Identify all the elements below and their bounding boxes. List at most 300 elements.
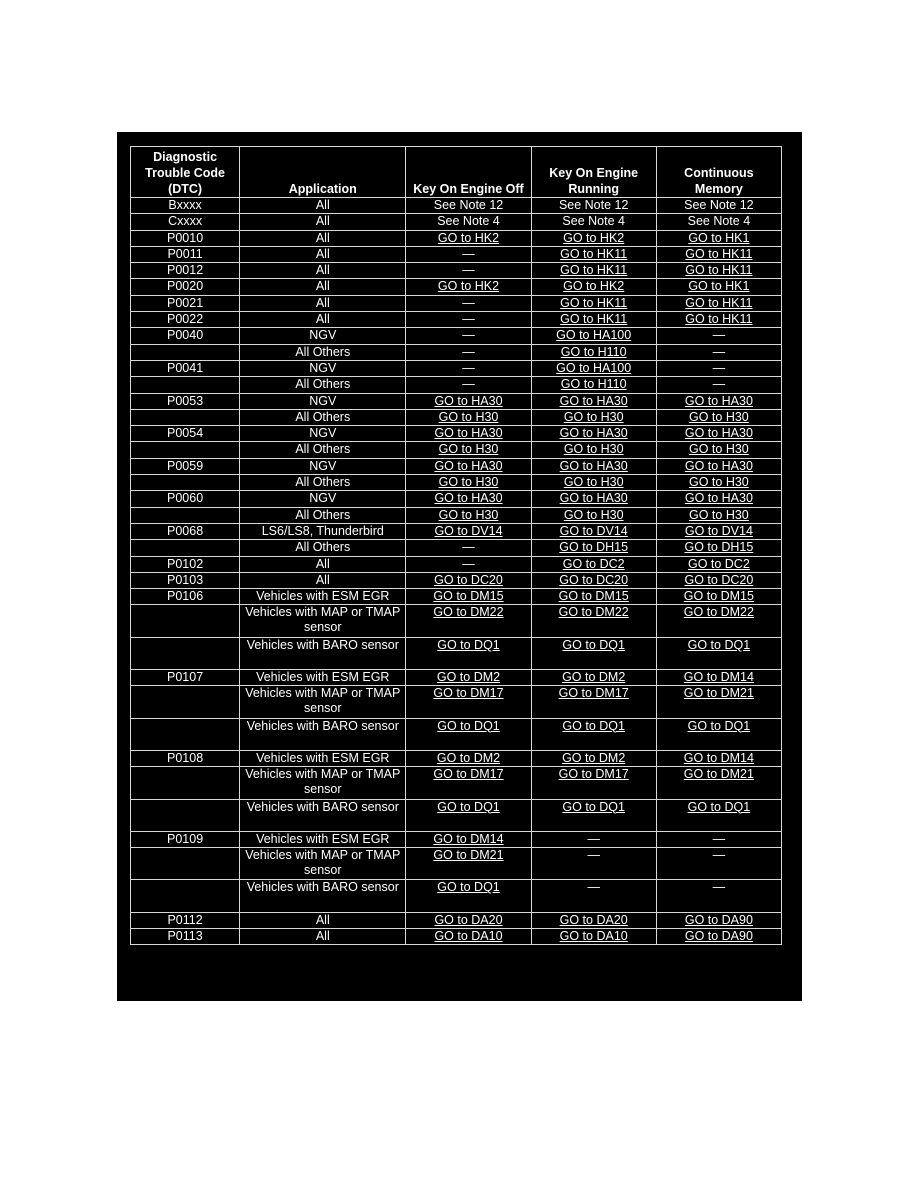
application-cell [240, 312, 406, 328]
go-to-link[interactable]: GO to DC20 [684, 572, 754, 587]
application-cell-text: NGV [309, 328, 337, 343]
application-cell-text: NGV [309, 458, 337, 473]
go-to-link[interactable]: GO to HA100 [556, 360, 632, 375]
table-row [131, 523, 782, 539]
go-to-link[interactable]: GO to DM21 [683, 686, 754, 701]
go-to-link[interactable]: GO to DQ1 [687, 637, 751, 652]
application-cell [240, 750, 406, 766]
key-on-engine-off-cell [406, 426, 531, 442]
key-on-engine-off-cell [406, 295, 531, 311]
table-row [131, 686, 782, 718]
dtc-cell [131, 799, 240, 831]
continuous-memory-cell [656, 767, 781, 799]
go-to-link[interactable]: GO to HK2 [563, 279, 625, 294]
key-on-engine-running-cell [531, 718, 656, 750]
key-on-engine-running-cell-text: See Note 12 [558, 198, 629, 212]
application-cell [240, 360, 406, 376]
not-applicable-dash: — [587, 831, 600, 846]
key-on-engine-running-cell [531, 312, 656, 328]
application-cell-text: NGV [309, 491, 337, 506]
not-applicable-dash: — [462, 295, 475, 310]
table-row [131, 605, 782, 637]
go-to-link[interactable]: GO to DM17 [558, 767, 629, 782]
continuous-memory-cell [656, 442, 781, 458]
application-cell-text: NGV [309, 393, 337, 408]
application-cell-text: All Others [295, 540, 351, 555]
continuous-memory-cell [656, 928, 781, 944]
key-on-engine-off-cell [406, 686, 531, 718]
table-row [131, 507, 782, 523]
go-to-link[interactable]: GO to H30 [563, 442, 624, 457]
application-cell-text: All Others [295, 344, 351, 359]
key-on-engine-off-cell [406, 637, 531, 669]
table-row [131, 442, 782, 458]
continuous-memory-cell [656, 344, 781, 360]
go-to-link[interactable]: GO to DM14 [683, 670, 754, 685]
table-row [131, 393, 782, 409]
dtc-cell-text: P0060 [167, 491, 204, 506]
dtc-cell [131, 637, 240, 669]
go-to-link[interactable]: GO to DM17 [433, 767, 504, 782]
dtc-cell-text: P0108 [167, 750, 204, 765]
go-to-link[interactable]: GO to DC20 [434, 572, 503, 587]
go-to-link[interactable]: GO to HA30 [434, 393, 503, 408]
application-cell [240, 230, 406, 246]
table-row [131, 718, 782, 750]
go-to-link[interactable]: GO to DC2 [687, 556, 750, 571]
column-header-application: Application [240, 147, 406, 198]
table-row [131, 912, 782, 928]
key-on-engine-running-cell [531, 198, 656, 214]
go-to-link[interactable]: GO to HA30 [434, 491, 503, 506]
key-on-engine-running-cell [531, 507, 656, 523]
dtc-cell [131, 507, 240, 523]
table-row [131, 409, 782, 425]
dtc-cell [131, 750, 240, 766]
application-cell-text: All [315, 312, 330, 327]
dtc-cell-text: P0010 [167, 230, 204, 245]
continuous-memory-cell [656, 295, 781, 311]
column-header-continuous-memory: Continuous Memory [656, 147, 781, 198]
dtc-cell-text: Bxxxx [168, 198, 202, 212]
dtc-cell [131, 605, 240, 637]
application-cell-text: Vehicles with ESM EGR [256, 589, 390, 604]
go-to-link[interactable]: GO to DM2 [562, 750, 626, 765]
column-header-key-on-engine-running: Key On Engine Running [531, 147, 656, 198]
dtc-cell [131, 393, 240, 409]
go-to-link[interactable]: GO to DQ1 [437, 880, 500, 895]
continuous-memory-cell [656, 491, 781, 507]
go-to-link[interactable]: GO to HA30 [559, 458, 628, 473]
key-on-engine-off-cell [406, 279, 531, 295]
not-applicable-dash: — [462, 377, 475, 392]
go-to-link[interactable]: GO to HK11 [685, 295, 753, 310]
go-to-link[interactable]: GO to HA30 [559, 393, 628, 408]
go-to-link[interactable]: GO to H30 [438, 442, 499, 457]
go-to-link[interactable]: GO to HK2 [437, 230, 500, 245]
dtc-cell [131, 491, 240, 507]
key-on-engine-off-cell [406, 263, 531, 279]
go-to-link[interactable]: GO to HK11 [560, 263, 628, 278]
application-cell-text: Vehicles with MAP or TMAP sensor [245, 686, 401, 716]
go-to-link[interactable]: GO to DM15 [433, 589, 504, 604]
table-row [131, 670, 782, 686]
go-to-link[interactable]: GO to HA30 [684, 393, 753, 408]
go-to-link[interactable]: GO to HK11 [685, 312, 753, 327]
application-cell [240, 799, 406, 831]
go-to-link[interactable]: GO to DQ1 [562, 637, 625, 652]
dtc-cell [131, 928, 240, 944]
dtc-cell [131, 848, 240, 880]
key-on-engine-off-cell [406, 912, 531, 928]
continuous-memory-cell [656, 848, 781, 880]
document-page-scan [117, 132, 802, 1001]
application-cell [240, 426, 406, 442]
go-to-link[interactable]: GO to DM14 [683, 750, 754, 765]
not-applicable-dash: — [462, 312, 475, 327]
go-to-link[interactable]: GO to DA20 [559, 912, 628, 927]
continuous-memory-cell [656, 377, 781, 393]
go-to-link[interactable]: GO to DM2 [562, 670, 626, 685]
key-on-engine-running-cell [531, 328, 656, 344]
continuous-memory-cell [656, 475, 781, 491]
table-row [131, 928, 782, 944]
dtc-cell-text: P0113 [167, 928, 203, 943]
application-cell [240, 670, 406, 686]
key-on-engine-off-cell [406, 230, 531, 246]
go-to-link[interactable]: GO to HK11 [560, 246, 628, 261]
not-applicable-dash: — [462, 328, 475, 343]
key-on-engine-off-cell [406, 328, 531, 344]
go-to-link[interactable]: GO to DM15 [558, 589, 629, 604]
dtc-cell-text: P0112 [167, 912, 203, 927]
table-row [131, 344, 782, 360]
key-on-engine-running-cell [531, 880, 656, 912]
go-to-link[interactable]: GO to DM14 [433, 831, 504, 846]
table-row [131, 458, 782, 474]
go-to-link[interactable]: GO to DA10 [434, 928, 503, 943]
go-to-link[interactable]: GO to DQ1 [437, 799, 500, 814]
table-row [131, 246, 782, 262]
not-applicable-dash: — [712, 328, 726, 343]
go-to-link[interactable]: GO to DV14 [684, 523, 753, 538]
application-cell-text: Vehicles with ESM EGR [256, 831, 390, 846]
table-row [131, 589, 782, 605]
application-cell [240, 523, 406, 539]
key-on-engine-off-cell [406, 928, 531, 944]
go-to-link[interactable]: GO to HK1 [688, 230, 750, 245]
continuous-memory-cell [656, 718, 781, 750]
application-cell-text: All Others [295, 377, 351, 392]
application-cell [240, 475, 406, 491]
key-on-engine-off-cell [406, 377, 531, 393]
dtc-cell-text: P0107 [167, 670, 204, 685]
go-to-link[interactable]: GO to DQ1 [437, 637, 500, 652]
go-to-link[interactable]: GO to DM2 [436, 750, 501, 765]
go-to-link[interactable]: GO to HA30 [559, 491, 628, 506]
column-header-dtc: Diagnostic Trouble Code (DTC) [131, 147, 240, 198]
dtc-cell [131, 880, 240, 912]
continuous-memory-cell [656, 230, 781, 246]
continuous-memory-cell [656, 540, 781, 556]
key-on-engine-running-cell-text: See Note 4 [562, 214, 625, 229]
dtc-cell [131, 442, 240, 458]
dtc-cell [131, 198, 240, 214]
dtc-cell [131, 230, 240, 246]
key-on-engine-off-cell [406, 605, 531, 637]
go-to-link[interactable]: GO to DM2 [436, 670, 501, 685]
continuous-memory-cell [656, 831, 781, 847]
go-to-link[interactable]: GO to H30 [438, 507, 499, 522]
not-applicable-dash: — [462, 246, 475, 261]
not-applicable-dash: — [462, 556, 475, 571]
table-row [131, 198, 782, 214]
table-row [131, 880, 782, 912]
dtc-cell-text: P0040 [167, 328, 204, 343]
go-to-link[interactable]: GO to HA30 [559, 426, 628, 441]
go-to-link[interactable]: GO to DM17 [433, 686, 504, 701]
key-on-engine-running-cell [531, 458, 656, 474]
dtc-cell-text: Cxxxx [168, 214, 203, 229]
not-applicable-dash: — [462, 263, 475, 278]
column-header-key-on-engine-off: Key On Engine Off [406, 147, 531, 198]
key-on-engine-running-cell [531, 637, 656, 669]
dtc-cell-text: P0041 [167, 360, 204, 375]
continuous-memory-cell [656, 393, 781, 409]
application-cell [240, 540, 406, 556]
continuous-memory-cell [656, 263, 781, 279]
table-row [131, 848, 782, 880]
key-on-engine-off-cell [406, 409, 531, 425]
go-to-link[interactable]: GO to H30 [689, 507, 749, 522]
key-on-engine-off-cell [406, 831, 531, 847]
dtc-cell-text: P0106 [167, 589, 204, 604]
key-on-engine-running-cell [531, 475, 656, 491]
go-to-link[interactable]: GO to H110 [560, 377, 627, 392]
go-to-link[interactable]: GO to DM22 [433, 605, 504, 620]
dtc-cell [131, 409, 240, 425]
go-to-link[interactable]: GO to H30 [438, 475, 499, 490]
not-applicable-dash: — [712, 377, 726, 392]
key-on-engine-running-cell [531, 589, 656, 605]
go-to-link[interactable]: GO to H30 [563, 475, 624, 490]
dtc-cell [131, 295, 240, 311]
go-to-link[interactable]: GO to DA10 [559, 928, 628, 943]
go-to-link[interactable]: GO to HK11 [560, 312, 628, 327]
application-cell-text: All [315, 246, 330, 261]
application-cell [240, 279, 406, 295]
continuous-memory-cell-text: See Note 4 [687, 214, 751, 229]
key-on-engine-running-cell [531, 344, 656, 360]
dtc-cell [131, 589, 240, 605]
application-cell-text: All [315, 198, 330, 212]
application-cell-text: All Others [295, 442, 351, 457]
go-to-link[interactable]: GO to HA30 [434, 458, 503, 473]
go-to-link[interactable]: GO to DA90 [684, 912, 753, 927]
application-cell-text: All [315, 279, 330, 294]
table-row [131, 556, 782, 572]
go-to-link[interactable]: GO to DH15 [684, 540, 754, 555]
application-cell [240, 246, 406, 262]
application-cell-text: All Others [295, 507, 351, 522]
go-to-link[interactable]: GO to H30 [438, 409, 499, 424]
application-cell-text: Vehicles with ESM EGR [256, 670, 390, 685]
application-cell-text: NGV [309, 360, 337, 375]
key-on-engine-running-cell [531, 246, 656, 262]
dtc-table [130, 146, 782, 945]
dtc-cell [131, 312, 240, 328]
key-on-engine-off-cell [406, 799, 531, 831]
application-cell [240, 686, 406, 718]
application-cell [240, 198, 406, 214]
continuous-memory-cell [656, 409, 781, 425]
table-row [131, 799, 782, 831]
go-to-link[interactable]: GO to DQ1 [687, 799, 751, 814]
not-applicable-dash: — [712, 831, 726, 846]
go-to-link[interactable]: GO to H30 [563, 409, 624, 424]
dtc-cell [131, 360, 240, 376]
not-applicable-dash: — [587, 880, 600, 895]
key-on-engine-off-cell [406, 458, 531, 474]
application-cell [240, 880, 406, 912]
go-to-link[interactable]: GO to DM17 [558, 686, 629, 701]
application-cell [240, 393, 406, 409]
key-on-engine-off-cell [406, 572, 531, 588]
dtc-cell [131, 344, 240, 360]
application-cell-text: All [315, 295, 330, 310]
dtc-cell-text: P0109 [167, 831, 204, 846]
go-to-link[interactable]: GO to DC20 [559, 572, 629, 587]
go-to-link[interactable]: GO to DM22 [683, 605, 754, 620]
key-on-engine-running-cell [531, 409, 656, 425]
go-to-link[interactable]: GO to HA30 [684, 491, 753, 506]
key-on-engine-running-cell [531, 442, 656, 458]
dtc-cell-text: P0059 [167, 458, 204, 473]
go-to-link[interactable]: GO to DM22 [558, 605, 629, 620]
continuous-memory-cell [656, 670, 781, 686]
dtc-cell-text: P0022 [167, 312, 204, 327]
continuous-memory-cell [656, 912, 781, 928]
go-to-link[interactable]: GO to H30 [689, 442, 749, 457]
go-to-link[interactable]: GO to DV14 [434, 523, 503, 538]
continuous-memory-cell [656, 556, 781, 572]
dtc-cell-text: P0054 [167, 426, 204, 441]
key-on-engine-running-cell [531, 426, 656, 442]
application-cell-text: NGV [309, 426, 337, 441]
application-cell [240, 328, 406, 344]
go-to-link[interactable]: GO to H30 [689, 475, 749, 490]
go-to-link[interactable]: GO to DQ1 [562, 799, 625, 814]
key-on-engine-running-cell [531, 912, 656, 928]
key-on-engine-running-cell [531, 848, 656, 880]
application-cell [240, 377, 406, 393]
go-to-link[interactable]: GO to HK11 [685, 246, 753, 261]
key-on-engine-running-cell [531, 767, 656, 799]
dtc-cell [131, 263, 240, 279]
key-on-engine-running-cell [531, 393, 656, 409]
go-to-link[interactable]: GO to DM15 [683, 589, 754, 604]
go-to-link[interactable]: GO to HA100 [556, 328, 632, 343]
dtc-cell [131, 214, 240, 230]
application-cell-text: Vehicles with BARO sensor [246, 880, 399, 895]
dtc-cell [131, 246, 240, 262]
continuous-memory-cell [656, 198, 781, 214]
dtc-cell [131, 540, 240, 556]
go-to-link[interactable]: GO to DA90 [684, 928, 753, 943]
application-cell-text: All [315, 556, 330, 571]
dtc-cell [131, 556, 240, 572]
application-cell [240, 928, 406, 944]
application-cell-text: All [315, 230, 330, 245]
continuous-memory-cell [656, 279, 781, 295]
key-on-engine-running-cell [531, 928, 656, 944]
key-on-engine-off-cell [406, 360, 531, 376]
dtc-cell [131, 767, 240, 799]
key-on-engine-running-cell [531, 263, 656, 279]
go-to-link[interactable]: GO to HK2 [563, 230, 625, 245]
go-to-link[interactable]: GO to H110 [560, 344, 627, 359]
go-to-link[interactable]: GO to DM21 [683, 767, 754, 782]
application-cell [240, 295, 406, 311]
application-cell [240, 912, 406, 928]
key-on-engine-off-cell-text: See Note 12 [433, 198, 504, 212]
go-to-link[interactable]: GO to DQ1 [437, 718, 500, 733]
go-to-link[interactable]: GO to HK1 [688, 279, 750, 294]
go-to-link[interactable]: GO to HA30 [684, 458, 753, 473]
not-applicable-dash: — [462, 344, 475, 359]
continuous-memory-cell [656, 686, 781, 718]
go-to-link[interactable]: GO to DQ1 [562, 718, 625, 733]
key-on-engine-off-cell [406, 523, 531, 539]
go-to-link[interactable]: GO to DQ1 [687, 718, 751, 733]
dtc-cell-text: P0102 [167, 556, 204, 571]
application-cell-text: All [315, 928, 330, 943]
dtc-cell-text: P0021 [167, 295, 204, 310]
go-to-link[interactable]: GO to DV14 [559, 523, 628, 538]
key-on-engine-running-cell [531, 670, 656, 686]
go-to-link[interactable]: GO to HA30 [684, 426, 753, 441]
continuous-memory-cell [656, 589, 781, 605]
not-applicable-dash: — [462, 540, 475, 555]
table-row [131, 831, 782, 847]
key-on-engine-running-cell [531, 605, 656, 637]
table-row [131, 377, 782, 393]
application-cell [240, 637, 406, 669]
go-to-link[interactable]: GO to HK2 [437, 279, 500, 294]
continuous-memory-cell [656, 426, 781, 442]
continuous-memory-cell [656, 799, 781, 831]
go-to-link[interactable]: GO to HA30 [434, 426, 503, 441]
go-to-link[interactable]: GO to DC2 [562, 556, 625, 571]
go-to-link[interactable]: GO to H30 [689, 409, 749, 424]
key-on-engine-running-cell [531, 686, 656, 718]
table-row [131, 540, 782, 556]
go-to-link[interactable]: GO to DM21 [433, 848, 504, 863]
go-to-link[interactable]: GO to DA20 [434, 912, 503, 927]
go-to-link[interactable]: GO to DH15 [559, 540, 629, 555]
go-to-link[interactable]: GO to HK11 [560, 295, 628, 310]
key-on-engine-running-cell [531, 214, 656, 230]
key-on-engine-off-cell [406, 312, 531, 328]
key-on-engine-off-cell [406, 670, 531, 686]
key-on-engine-running-cell [531, 295, 656, 311]
application-cell-text: All Others [295, 475, 351, 490]
not-applicable-dash: — [712, 880, 726, 895]
key-on-engine-off-cell [406, 880, 531, 912]
go-to-link[interactable]: GO to H30 [563, 507, 624, 522]
application-cell-text: Vehicles with MAP or TMAP sensor [245, 605, 401, 635]
go-to-link[interactable]: GO to HK11 [685, 263, 753, 278]
